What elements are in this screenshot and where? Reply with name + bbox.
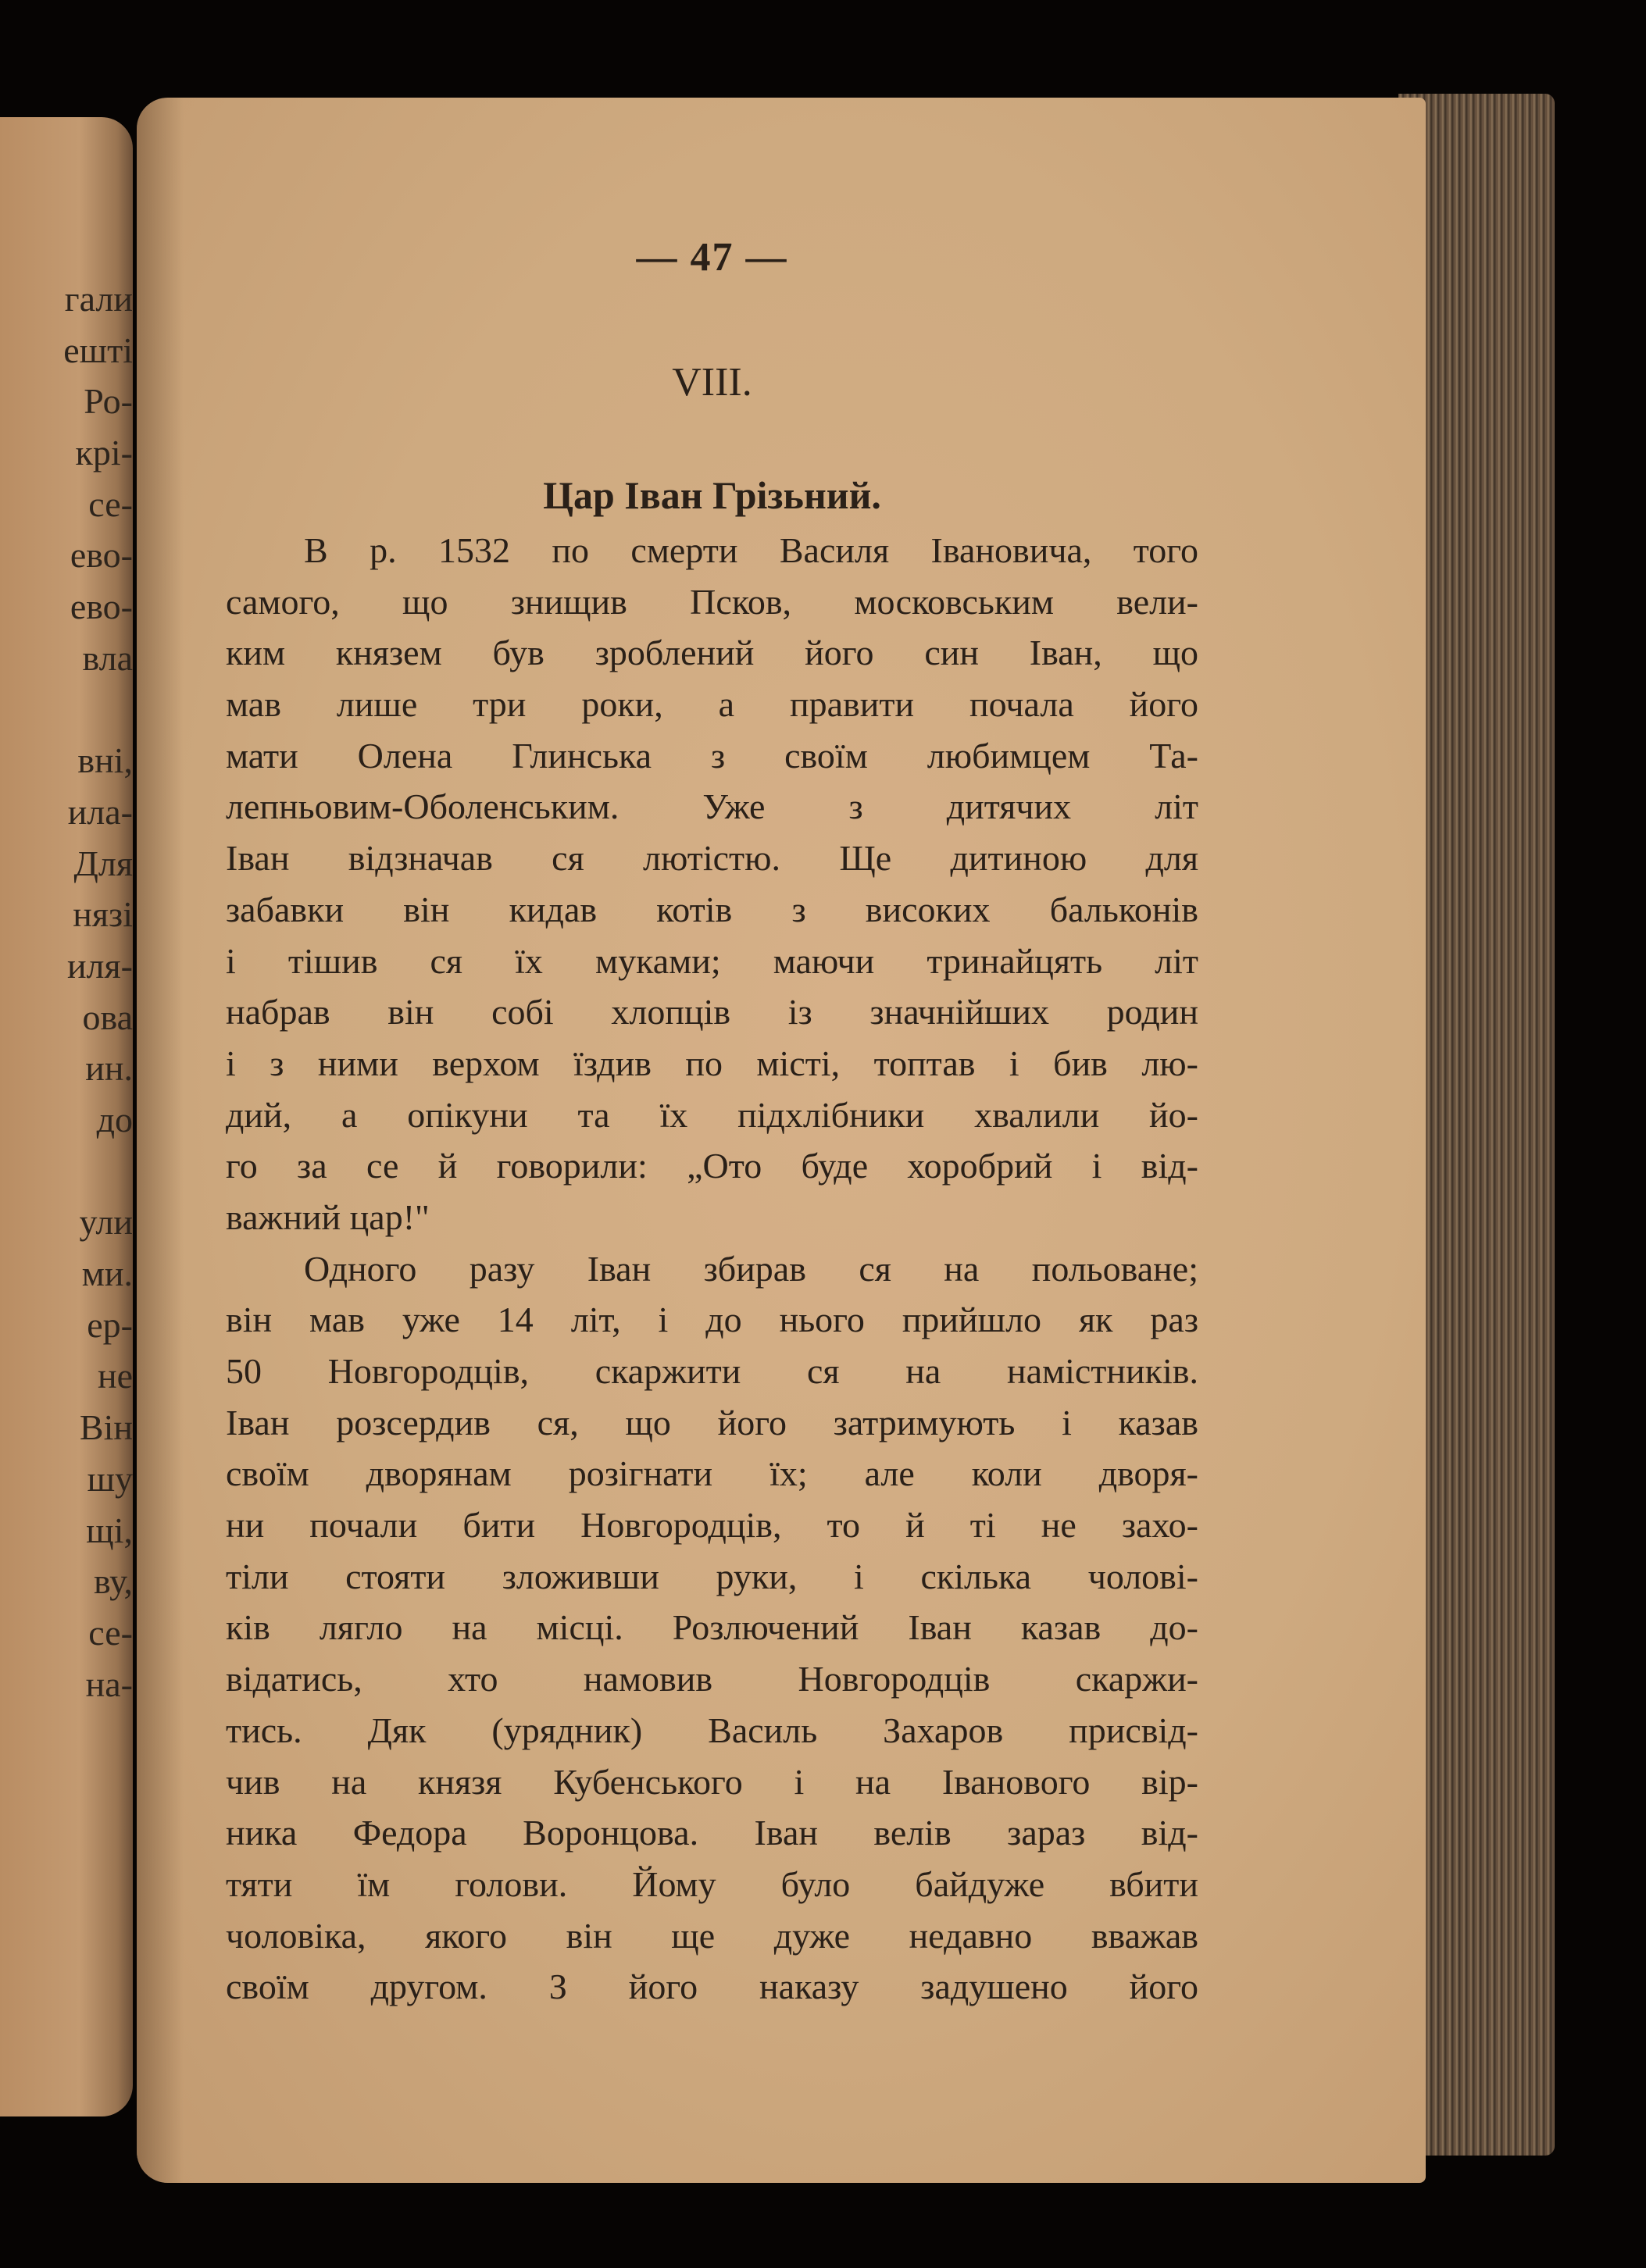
left-line-end: Для bbox=[73, 843, 133, 883]
text-line: ким князем був зроблений його син Іван, що bbox=[226, 633, 1198, 673]
left-line-end: нязі bbox=[73, 894, 133, 935]
text-line: В р. 1532 по смерти Василя Івановича, того bbox=[304, 530, 1198, 570]
text-line: важний цар!" bbox=[226, 1196, 430, 1237]
left-line-end: не bbox=[97, 1356, 133, 1396]
text-line: самого, що знищив Псков, московським вели- bbox=[226, 581, 1198, 622]
text-line: тись. Дяк (урядник) Василь Захаров присвід- bbox=[226, 1710, 1198, 1750]
left-line-end: вні, bbox=[77, 740, 133, 781]
left-line-end: шу bbox=[87, 1458, 133, 1499]
text-line: набрав він собі хлопців із значнійших родин bbox=[226, 992, 1198, 1032]
text-line: Іван відзначав ся лютістю. Ще дитиною для bbox=[226, 838, 1198, 879]
text-line: і з ними верхом їздив по місті, топтав і бив лю- bbox=[226, 1043, 1198, 1083]
left-line-end: ер- bbox=[87, 1304, 133, 1345]
text-line: тяти їм голови. Йому було байдуже вбити bbox=[226, 1863, 1198, 1904]
left-line-end: ево- bbox=[70, 587, 133, 627]
text-line: 50 Новгородців, скаржити ся на намістників. bbox=[226, 1351, 1198, 1391]
section-heading: Цар Іван Грізьний. bbox=[543, 473, 881, 517]
text-line: ни почали бити Новгородців, то й ті не захо- bbox=[226, 1505, 1198, 1546]
left-line-end: Він bbox=[79, 1407, 133, 1448]
left-line-end: иля- bbox=[66, 945, 133, 986]
left-line-end: се- bbox=[88, 483, 133, 524]
left-line-end: ми. bbox=[81, 1253, 133, 1294]
text-line: забавки він кидав котів з високих бальконів bbox=[226, 889, 1198, 929]
left-line-end: ву, bbox=[93, 1561, 133, 1602]
text-line: своїм другом. З його наказу задушено його bbox=[226, 1967, 1198, 2007]
text-line: відатись, хто намовив Новгородців скаржи- bbox=[226, 1659, 1198, 1699]
left-line-end: ули bbox=[79, 1202, 133, 1243]
left-line-end: се- bbox=[88, 1612, 133, 1653]
text-line: він мав уже 14 літ, і до нього прийшло як раз bbox=[226, 1300, 1198, 1340]
text-line: своїм дворянам розігнати їх; але коли дворя- bbox=[226, 1453, 1198, 1494]
text-line: чив на князя Кубенського і на Іванового вір- bbox=[226, 1761, 1198, 1802]
text-line: го за се й говорили: „Ото буде хоробрий і від- bbox=[226, 1146, 1198, 1186]
text-line: чоловіка, якого він ще дуже недавно вважав bbox=[226, 1915, 1198, 1956]
left-line-end: до bbox=[96, 1100, 133, 1139]
left-line-end: ова bbox=[82, 997, 133, 1037]
left-line-end: вла bbox=[82, 637, 133, 678]
chapter-number: VIII. bbox=[672, 360, 752, 405]
page-number: — 47 — bbox=[636, 235, 788, 280]
left-line-end: крі- bbox=[75, 433, 133, 473]
text-line: мати Олена Глинська з своїм любимцем Та- bbox=[226, 735, 1198, 776]
text-line: тіли стояти зложивши руки, і скілька чолові- bbox=[226, 1556, 1198, 1596]
text-line: ків лягло на місці. Розлючений Іван казав до- bbox=[226, 1607, 1198, 1648]
text-line: Одного разу Іван збирав ся на польоване; bbox=[304, 1248, 1198, 1289]
left-line-end: на- bbox=[85, 1664, 133, 1704]
left-line-end: ешті bbox=[63, 330, 133, 370]
left-page-fragment bbox=[0, 117, 133, 2116]
body-text bbox=[226, 525, 1198, 2013]
left-page-line-ends bbox=[35, 273, 133, 1710]
left-line-end: гали bbox=[64, 279, 133, 319]
left-line-end: ин. bbox=[85, 1048, 133, 1089]
left-line-end: ево- bbox=[70, 535, 133, 576]
text-line: і тішив ся їх муками; маючи тринайцять літ bbox=[226, 940, 1198, 981]
text-line: Іван розсердив ся, що його затримують і казав bbox=[226, 1402, 1198, 1442]
left-line-end: Ро- bbox=[84, 381, 133, 422]
text-line: мав лише три роки, а правити почала його bbox=[226, 684, 1198, 725]
text-line: дий, а опікуни та їх підхлібники хвалили йо- bbox=[226, 1094, 1198, 1135]
text-line: ника Федора Воронцова. Іван велів зараз від- bbox=[226, 1813, 1198, 1853]
left-line-end: щі, bbox=[86, 1510, 133, 1550]
left-line-end bbox=[35, 1146, 133, 1197]
left-line-end: ила- bbox=[67, 791, 133, 832]
left-line-end bbox=[35, 684, 133, 736]
text-line: лепньовим-Оболенським. Уже з дитячих літ bbox=[226, 786, 1198, 827]
